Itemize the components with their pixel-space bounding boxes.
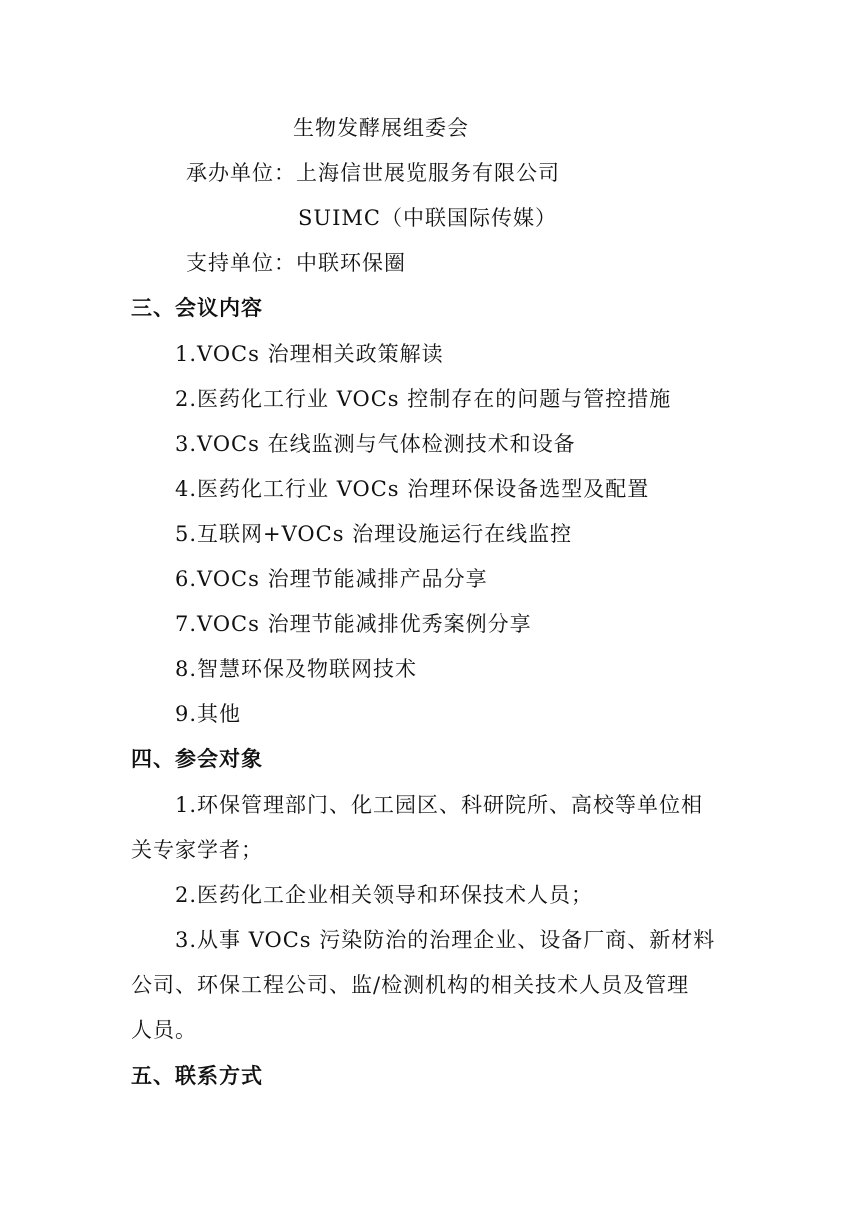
host-unit-media: SUIMC（中联国际传媒） — [298, 206, 557, 230]
attendee-item-3-line-1: 3.从事 VOCs 污染防治的治理企业、设备厂商、新材料 — [175, 928, 716, 952]
support-unit: 支持单位：中联环保圈 — [186, 251, 406, 275]
attendee-item-2: 2.医药化工企业相关领导和环保技术人员； — [175, 883, 594, 907]
list-item: 9.其他 — [175, 702, 242, 726]
attendee-item-1-line-1: 1.环保管理部门、化工园区、科研院所、高校等单位相 — [175, 793, 704, 817]
organizer-committee: 生物发酵展组委会 — [293, 116, 469, 140]
list-item: 8.智慧环保及物联网技术 — [175, 657, 418, 681]
host-unit: 承办单位：上海信世展览服务有限公司 — [186, 161, 560, 185]
list-item: 3.VOCs 在线监测与气体检测技术和设备 — [175, 432, 576, 456]
section-heading-meeting-content: 三、会议内容 — [131, 296, 263, 320]
attendee-item-3-line-3: 人员。 — [131, 1018, 197, 1042]
list-item: 5.互联网+VOCs 治理设施运行在线监控 — [175, 522, 573, 546]
section-heading-attendees: 四、参会对象 — [131, 747, 263, 771]
section-heading-contact: 五、联系方式 — [131, 1064, 263, 1088]
list-item: 2.医药化工行业 VOCs 控制存在的问题与管控措施 — [175, 387, 672, 411]
attendee-item-1-line-2: 关专家学者； — [131, 838, 263, 862]
list-item: 7.VOCs 治理节能减排优秀案例分享 — [175, 612, 532, 636]
list-item: 1.VOCs 治理相关政策解读 — [175, 342, 444, 366]
list-item: 6.VOCs 治理节能减排产品分享 — [175, 567, 488, 591]
attendee-item-3-line-2: 公司、环保工程公司、监/检测机构的相关技术人员及管理 — [131, 973, 690, 997]
list-item: 4.医药化工行业 VOCs 治理环保设备选型及配置 — [175, 477, 650, 501]
